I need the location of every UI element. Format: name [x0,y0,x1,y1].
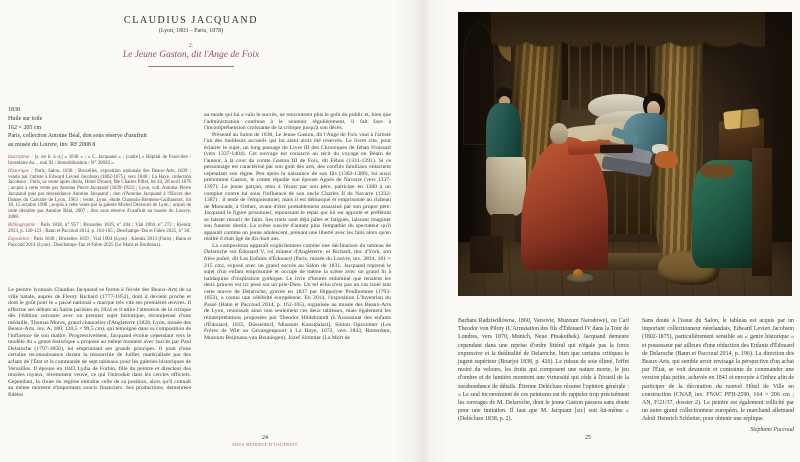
essay-column-2 [204,112,391,341]
essay-paragraph: Le peintre lyonnais Claudius Jacquand se forme à l'école des Beaux-Arts de sa ville natale, auprès de Fleury Richard (1777-1852), dont il devient proche et dont le goût pour le « passé national » marque très vite ses premières œuvres. Il effectue ses débuts au Salon parisien en 1824 et il attire l'attention de la critique dès l'édition suivante avec un premier sujet historique, récompensé d'une médaille, Thomas Morus, grand chancelier d'Angleterre (1828, Lyon, musée des Beaux-Arts, inv. A. 180, 120,5 × 99,5 cm), qui témoigne dans sa composition de l'influence de son maître. Progressivement, Jacquand évolue cependant vers le modèle du « genre historique » proposé au même moment avec succès par Paul Delaroche (1797-1856), lui empruntant ses grands principes. Il jouit d'une certaine reconnaissance durant la monarchie de Juillet, matérialisée par des achats de l'État et la commande de sept tableaux pour les galeries historiques de Versailles. Il épouse en 1843 Lydia de Forbin, fille du peintre et directeur des musées royaux, récemment veuve, ce qui l'introduit dans les cercles officiels. Cependant, la chute du régime entraîne celle de sa position, alors qu'il connaît au même moment d'importants soucis financiers. Ses productions, demeurées fidèles [8,287,191,398]
usufruit-note: SOUS RÉSERVE D'USUFRUIT [232,442,298,447]
essay-paragraph: Présenté au Salon de 1838, Le Jeune Gaston, dit l'Ange de Foix vaut à l'artiste l'un des meilleurs accueils qui lui aient alors été réservés. Le livret cite, pour éclairer le sujet, un long passage du Livre III des Chroniques de Jehan Froissart (vers 1337-1404). Cet ouvrage est consacré au récit du voyage en Béarn de l'auteur, à la cour du comte Gaston III de Foix, dit Fébus (1331-1391). Si ce personnage est caractérisé par son goût des arts, des conflits familiaux entachent cependant son règne. Peu après la naissance de son fils (1362-1380), lui aussi prénommé Gaston, le comte répudie son épouse Agnès de Navarre (vers 1337-1397). Le jeune garçon, tenu à l'écart par son père, participe en 1380 à un complot contre lui sous l'influence de son oncle Charles II de Navarre (1332-1387) : il tente de l'empoisonner, mais il est démasqué et emprisonné au château de Moncade, à Orthez, avant d'être probablement assassiné par son propre père. Jacquand le figure prisonnier, repoussant le repas qui lui est apporté et préférant se laisser mourir de faim. Ses traits sont déjà pâles et fatigués, laissant imaginer son funeste destin. La scène suscite d'autant plus l'empathie du spectateur qu'il apparaît comme un jeune adolescent, prenant une liberté avec les faits alors qu'en réalité il était âgé de dix-huit ans. [204,131,391,243]
work-title: Le Jeune Gaston, dit l'Ange de Foix [122,50,260,60]
exhibition-note [8,237,191,248]
folio-left [210,435,320,447]
artist-name: CLAUDIUS JACQUAND [123,15,259,26]
catalogue-entry-number: 2. [188,42,194,49]
bibliography-note [8,223,191,234]
essay-column-1 [8,287,191,398]
page-gutter [394,0,450,462]
page-number-right: 25 [585,435,591,441]
provenance-text: Paris, Salon, 1838 ; Bruxelles, exposition nationale des Beaux-Arts, 1839 ; vendu par l'artiste à Edward Levien Jacobson (1802-1875), vers 1840 ; La Haye, collection Jacobson ; Paris, sa vente après décès, Hôtel Drouot, Me Charles Pillet, lot 44, 28 avril 1876 ; acquis à cette vente par Antoine Pierre Jacquand (1839-1922) ; Lyon, coll. Antoine Pierre Jacquand puis par descendance Antoine Jacquand ; don d'Antoine Jacquand à l'Œuvre des Dames du Calvaire de Lyon, 1963 ; vente, Lyon, étude Chaussin-Bremens-Guillaumot, lot 38, 15 octobre 1998 ; acquis à cette vente par la galerie Michel Descours de Lyon ; acquis de cette dernière par Antoine Béal, 2007 ; don sous réserve d'usufruit au musée du Louvre, 2008. [8,169,191,220]
work-credit-line-1: Paris, collection Antoine Béal, don sous réserve d'usufruit [8,133,147,140]
bibliography-label: Bibliographie : [8,222,39,228]
essay-paragraph: Sans doute à l'issue du Salon, le tableau est acquis par un important collectionneur néerlandais, Edward Levien Jacobson (1802-1875), particulièrement sensible au « genre historique » et possesseur par ailleurs d'une réduction des Enfants d'Édouard de Delaroche (Bann et Paccoud 2014, p. 196). La direction des Beaux-Arts, qui semble avoir envisagé la perspective d'un achat par l'État, se voit devancée et contrainte de commander une version plus petite, achevée en 1841 et envoyée à Orthez afin de participer de la décoration du nouvel Hôtel de Ville en construction (CNAP, inv. FNAC PFH-2590, 164 × 206 cm ; AN, F/21/37, dossier 2). Le peintre est également sollicité par un autre grand collectionneur européen, le marchand allemand Adolf Heinrich Schletter, pour obtenir une réplique. [642,318,794,423]
painting-vignette [458,12,792,296]
artist-dates: (Lyon, 1803 – Paris, 1878) [158,28,224,34]
inscription-label: Inscription : [8,155,33,160]
tombstone-block [8,106,191,150]
work-dimensions: 162 × 205 cm [8,124,42,131]
essay-paragraph: La composition apparaît explicitement comme une déclinaison du tableau de Delaroche sur Édouard V, roi mineur d'Angleterre, et Richard, duc d'York, son frère puîné, dit Les Enfants d'Édouard (Paris, musée du Louvre, inv. 3834, 181 × 215 cm), exposé avec un grand succès au Salon de 1831. Jacquand reprend le sujet d'un enfant emprisonné et occupe de même la scène avec un grand lit à baldaquins d'inspiration gothique. Le livre d'heures enluminé que tenaient les deux princes est ici posé sur un prie-Dieu. Un tel écho n'est pas un cas isolé tant cette œuvre de Delaroche, gravée en 1837 par Hippolyte Prudhomme (1793-1853), a connu une célébrité européenne. En 2014, l'exposition L'Invention du Passé (Bann et Paccoud 2014, p. 162-165), organisée au musée des Beaux-Arts de Lyon, réunissait ainsi non seulement ces deux tableaux, mais également les réinterprétations proposées par Theodor Hildebrandt (L'Assassinat des enfants d'Édouard, 1835, Düsseldorf, Museum Kunstpalast), Simon Opzoomer (Les Frères de Witt au Gevangenpoort à La Haye, 1672, vers 1843, Rotterdam, Museum Boijmans-van Beuningen), Józef Simmler (La Mort de [204,242,391,341]
provenance-label: Historique : [8,169,33,174]
painting-le-jeune-gaston [458,12,792,296]
page-number-left: 24 [262,435,268,441]
work-medium: Huile sur toile [8,115,43,122]
provenance-note [8,169,191,220]
inscription-text: [s. en b. à d.] « 1838 » ; « C. Jacquand » ; [cadre] « Hôpital de Fourvière / Inventaire du… mai 92 / Immobilisation / N° 30026 ». [8,155,191,166]
inscription-note [8,155,191,166]
essay-paragraph: au mode qui lui a valu le succès, ne rencontrent plus le goût du public et, bien que l'administration continue à le soutenir régulièrement, il fait face à l'incompréhension croissante de la critique jusqu'à son décès. [204,112,391,132]
catalogue-notes [8,155,191,251]
folio-right [533,435,643,441]
exhibition-label: Exposition : [8,236,33,242]
essay-paragraph: Barbara Radziwiłłówna, 1860, Varsovie, Muzeum Narodowe), ou Carl Theodor von Piloty (L'Arrestation des fils d'Édouard IV dans la Tour de Londres, vers 1870, Munich, Neue Pinakothek). Jacquand demeure cependant dans une reprise d'ordre littéral qui n'égale pas la force expressive et la théâtralité de Delaroche, bien que certains critiques le jugent supérieur (Bourjot 1838, p. 426). Le rideau de soie élimé, l'effet moiré du velours, les fruits qui composent une nature morte, le jeu d'ombre et de lumière montrent une virtuosité qui cède à l'écueil de la surabondance de détails. Étienne Delécluze résume l'opinion générale : « Le seul inconvénient de ces peintures est de rappeler trop précisément les ouvrages de M. Delaroche, dont le jeune Gaston passera sans doute pour une imitation. Il faut que M. Jacquant [sic] soit lui-même » (Delécluze 1838, p. 2). [458,318,629,423]
bibliography-text: Paris 1838, n° 957 ; Bruxelles 1839, n° 284 ; Vial 1904, n° 272 ; Kienitz 2013, p. 120-123 ; Bann et Paccoud 2014, p. 164-165 ; Deschamps-Tan et Fabre 2025, n° 30. [8,222,191,234]
exhibition-text: Paris 1838 ; Bruxelles 1839 ; Vial 1904 (Lyon) ; Kienitz 2013 (Paris) ; Bann et Paccoud 2014 (Lyon) ; Deschamps-Tan et Fabre 2025 (Le Mans et Bordeaux). [8,236,192,248]
entry-header [8,15,374,67]
header-rule [148,66,234,67]
work-credit-line-2: au musée du Louvre, inv. RF 2008 8 [8,142,96,149]
author-signature: Stéphane Paccoud [750,426,794,433]
essay-column-3 [458,317,629,424]
essay-column-4 [642,317,794,434]
work-year: 1838 [8,107,20,113]
